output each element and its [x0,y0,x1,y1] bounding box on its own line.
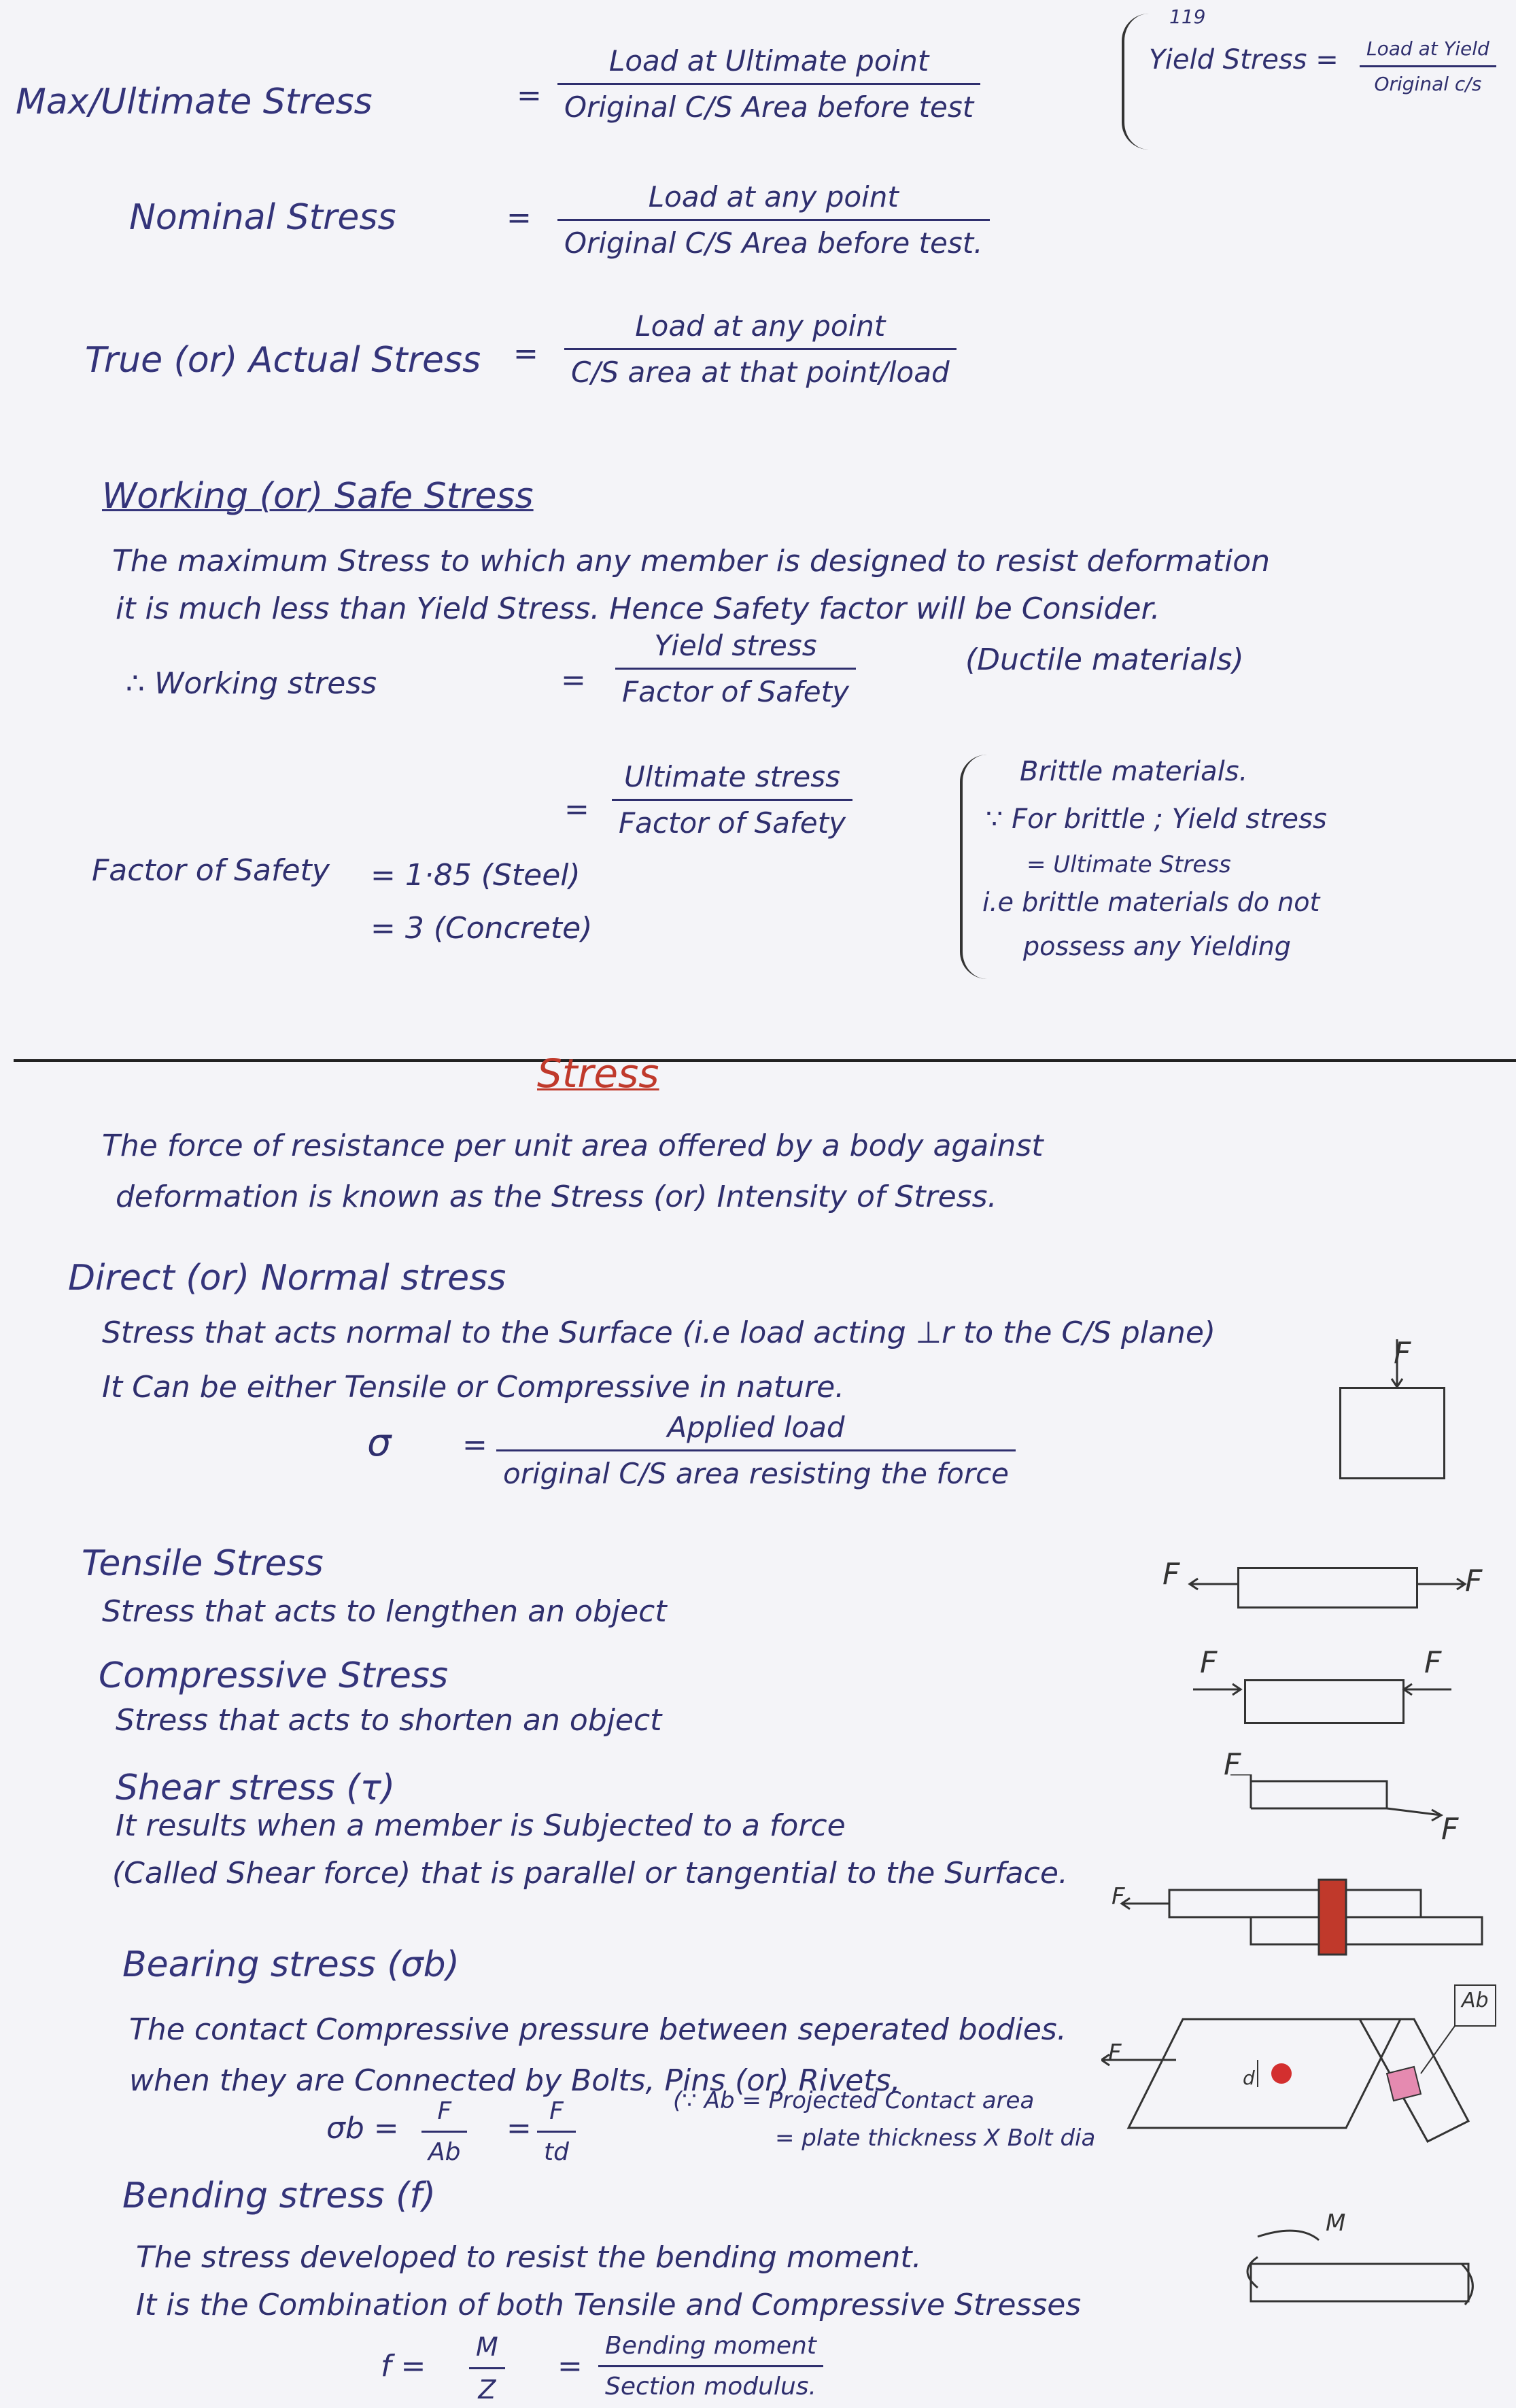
yield-bracket [1122,14,1152,150]
yield-stress-label: Yield Stress = [1149,44,1339,75]
denominator: Section modulus. [605,2373,816,2401]
numerator: F [437,2097,452,2125]
numerator: F [549,2097,564,2125]
true-stress-label: True (or) Actual Stress [85,340,481,381]
working-ultimate-fraction [612,760,852,840]
numerator: Load at Yield [1366,37,1489,60]
shear-heading: Shear stress (τ) [116,1768,396,1808]
left-arrow-icon [1400,1679,1455,1700]
bending-fraction-2 [598,2332,823,2401]
right-arrow-icon [1190,1679,1244,1700]
ab-label: Ab [1462,1989,1489,2012]
bolted-joint-diagram [1115,1876,1496,1965]
tensile-line: Stress that acts to lengthen an object [102,1594,667,1629]
force-label: F [1424,1645,1442,1680]
working-line-2: it is much less than Yield Stress. Hence Safety factor will be Consider. [116,591,1160,626]
equals: = [564,792,589,827]
force-label: F [1465,1564,1483,1598]
denominator: Original C/S Area before test [564,90,974,124]
moment-label: M [1326,2209,1346,2237]
normal-load-block-diagram [1339,1387,1445,1479]
tensile-heading: Tensile Stress [82,1543,324,1584]
denominator: Factor of Safety [619,806,846,840]
brittle-bracket [960,755,990,979]
denominator: C/S area at that point/load [571,356,950,389]
stress-definition-2: deformation is known as the Stress (or) Intensity of Stress. [116,1180,997,1214]
page-number: 119 [1169,5,1206,28]
bending-line-1: The stress developed to resist the bending moment. [136,2240,922,2275]
brittle-line: ∵ For brittle ; Yield stress [986,804,1327,835]
numerator: Bending moment [605,2332,816,2360]
force-label: F [1112,1883,1125,1910]
equals: = [517,78,542,113]
section-divider [14,1059,1516,1062]
equals: = [557,2349,583,2384]
fos-steel: = 1·85 (Steel) [371,858,581,893]
numerator: Applied load [667,1411,845,1444]
denominator: Original c/s [1374,73,1482,95]
left-arrow-icon [1186,1570,1241,1598]
working-stress-heading: Working (or) Safe Stress [102,476,534,517]
shear-line-2: (Called Shear force) that is parallel or tangential to the Surface. [112,1856,1068,1891]
force-label: F [1108,2040,1122,2067]
sigma-symbol: σ [367,1421,392,1465]
nominal-stress-label: Nominal Stress [129,197,396,238]
equals: = [462,1428,487,1462]
numerator: Load at any point [648,180,899,213]
bending-fraction-1 [469,2332,505,2405]
shear-line-1: It results when a member is Subjected to a force [116,1808,846,1843]
denominator: td [544,2138,569,2166]
bending-beam-diagram [1230,2223,1496,2339]
denominator: original C/S area resisting the force [503,1457,1010,1490]
working-yield-fraction [615,629,856,708]
direct-line-2: It Can be either Tensile or Compressive in nature. [102,1370,845,1405]
denominator: Z [478,2375,496,2405]
bending-line-2: It is the Combination of both Tensile and Compressive Stresses [136,2288,1082,2322]
right-arrow-icon [1414,1570,1468,1598]
max-stress-fraction [557,44,980,124]
fos-concrete: = 3 (Concrete) [371,911,593,946]
bearing-note-1: (∵ Ab = Projected Contact area [673,2087,1035,2114]
force-label: F [1200,1645,1218,1680]
working-line-1: The maximum Stress to which any member is designed to resist deformation [112,544,1271,579]
tensile-bar-diagram [1237,1567,1418,1609]
compressive-heading: Compressive Stress [99,1655,449,1696]
brittle-line: i.e brittle materials do not [982,887,1320,917]
shear-block-diagram [1230,1774,1462,1836]
ductile-note: (Ductile materials) [965,642,1244,677]
yield-stress-fraction [1360,37,1496,95]
numerator: M [476,2332,498,2362]
denominator: Ab [428,2138,461,2166]
diameter-label: d [1243,2067,1255,2089]
direct-stress-fraction [496,1411,1016,1490]
bearing-fraction-1 [421,2097,467,2166]
equals: = [561,663,586,698]
numerator: Ultimate stress [623,760,841,793]
force-label: F [1224,1747,1241,1782]
stress-title: Stress [537,1050,659,1097]
bearing-plate-diagram [1101,1978,1516,2175]
equals: = [513,337,538,371]
bearing-fraction-2 [537,2097,576,2166]
force-label: F [1162,1557,1180,1592]
brittle-line: possess any Yielding [1023,931,1291,961]
stress-definition-1: The force of resistance per unit area offered by a body against [102,1129,1044,1163]
force-label: F [1394,1336,1411,1371]
working-stress-label: ∴ Working stress [126,666,377,701]
bearing-note-2: = plate thickness X Bolt dia [775,2125,1096,2152]
true-stress-fraction [564,309,957,389]
direct-line-1: Stress that acts normal to the Surface (i.e load acting ⊥r to the C/S plane) [102,1315,1216,1350]
numerator: Load at Ultimate point [608,44,929,78]
bearing-formula: σb = [326,2111,399,2146]
equals: = [506,201,532,235]
fos-label: Factor of Safety [92,853,330,888]
bearing-heading: Bearing stress (σb) [122,1944,460,1985]
nominal-stress-fraction [557,180,990,260]
bending-formula: f = [381,2349,426,2384]
numerator: Load at any point [635,309,886,343]
bearing-line-2: when they are Connected by Bolts, Pins (or) Rivets, [129,2063,901,2098]
equals: = [506,2111,532,2146]
bearing-line-1: The contact Compressive pressure between seperated bodies. [129,2012,1067,2047]
brittle-line: = Ultimate Stress [1027,851,1231,878]
compressive-bar-diagram [1244,1679,1405,1724]
max-stress-label: Max/Ultimate Stress [16,82,373,122]
denominator: Original C/S Area before test. [564,226,983,260]
numerator: Yield stress [654,629,817,662]
brittle-line: Brittle materials. [1020,756,1248,787]
direct-stress-heading: Direct (or) Normal stress [68,1258,506,1298]
denominator: Factor of Safety [622,675,849,708]
compressive-line: Stress that acts to shorten an object [116,1703,662,1738]
bending-heading: Bending stress (f) [122,2175,436,2216]
force-label: F [1441,1812,1459,1846]
